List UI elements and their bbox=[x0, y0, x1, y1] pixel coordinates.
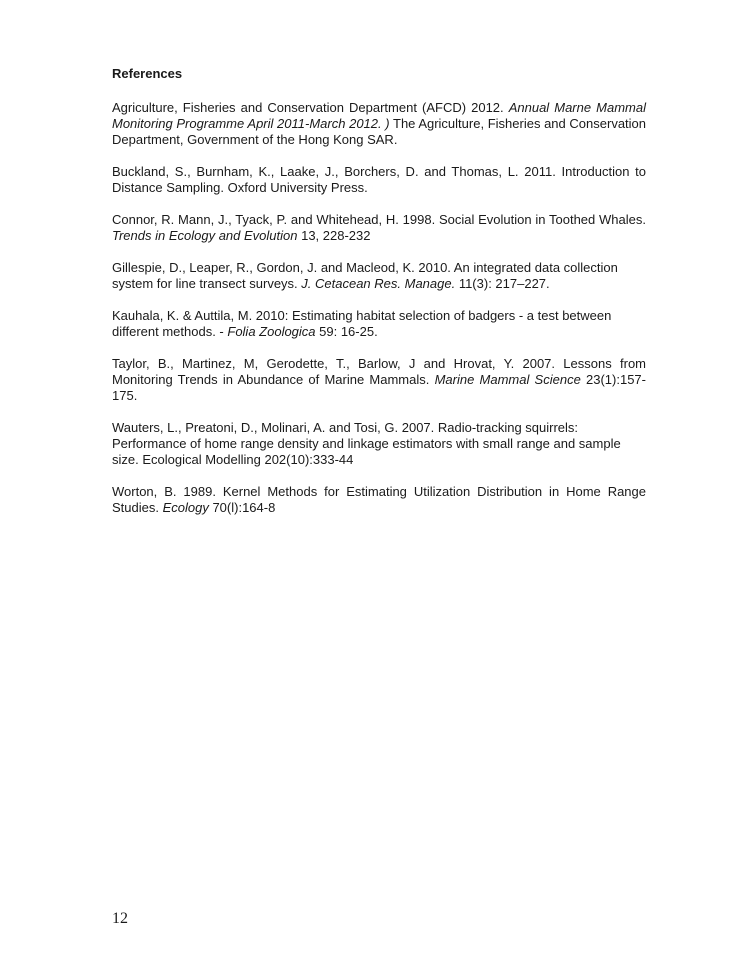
reference-text: The Agriculture, Fisheries and Conservation Department, Government of the Hong Kong SAR. bbox=[112, 116, 647, 147]
reference-title-italic: J. Cetacean Res. Manage. bbox=[301, 276, 456, 291]
reference-entry-wauters bbox=[112, 420, 646, 468]
document-page bbox=[112, 66, 646, 532]
reference-text: Worton, B. 1989. Kernel Methods for Estimating Utilization Distribution in Home Range Studies. bbox=[112, 484, 646, 515]
reference-entry-worton bbox=[112, 484, 646, 516]
reference-text: Taylor, B., Martinez, M, Gerodette, T., Barlow, J and Hrovat, Y. 2007. Lessons from Monitoring Trends in Abundance of Marine Mammals. bbox=[112, 356, 646, 387]
reference-text: 70(l):164-8 bbox=[208, 500, 276, 515]
reference-title-italic: Trends in Ecology and Evolution bbox=[112, 228, 298, 243]
reference-entry-taylor bbox=[112, 356, 646, 404]
reference-title-italic: Ecology bbox=[162, 500, 209, 515]
reference-title-italic: Marine Mammal Science bbox=[434, 372, 581, 387]
reference-title-italic: Annual Marne Mammal Monitoring Programme April 2011-March 2012. ) bbox=[112, 100, 646, 131]
reference-text: 23(1):157-175. bbox=[112, 372, 646, 403]
reference-text: 11(3): 217–227. bbox=[455, 276, 550, 291]
reference-entry-kauhala bbox=[112, 308, 646, 340]
reference-entry-connor bbox=[112, 212, 646, 244]
reference-text: Buckland, S., Burnham, K., Laake, J., Borchers, D. and Thomas, L. 2011. Introduction to Distance Sampling. Oxford University Press. bbox=[112, 164, 646, 195]
page-number: 12 bbox=[112, 910, 128, 927]
reference-text: 59: 16-25. bbox=[315, 324, 378, 339]
reference-text: 13, 228-232 bbox=[297, 228, 371, 243]
reference-text: Agriculture, Fisheries and Conservation Department (AFCD) 2012. bbox=[112, 100, 509, 115]
reference-text: Wauters, L., Preatoni, D., Molinari, A. and Tosi, G. 2007. Radio-tracking squirrels: Performance of home range density and linkage estimators with small range and sample size. Ecological Modelling 202(10):333-44 bbox=[112, 420, 621, 467]
reference-text: Gillespie, D., Leaper, R., Gordon, J. and Macleod, K. 2010. An integrated data collection system for line transect surveys. bbox=[112, 260, 618, 291]
section-heading: References bbox=[112, 66, 183, 81]
reference-text: Connor, R. Mann, J., Tyack, P. and Whitehead, H. 1998. Social Evolution in Toothed Whales. bbox=[112, 212, 646, 227]
reference-text: Kauhala, K. & Auttila, M. 2010: Estimating habitat selection of badgers - a test between different methods. - bbox=[112, 308, 612, 339]
reference-entry-buckland bbox=[112, 164, 646, 196]
reference-title-italic: Folia Zoologica bbox=[227, 324, 316, 339]
reference-entry-afcd bbox=[112, 100, 646, 148]
reference-entry-gillespie bbox=[112, 260, 646, 292]
